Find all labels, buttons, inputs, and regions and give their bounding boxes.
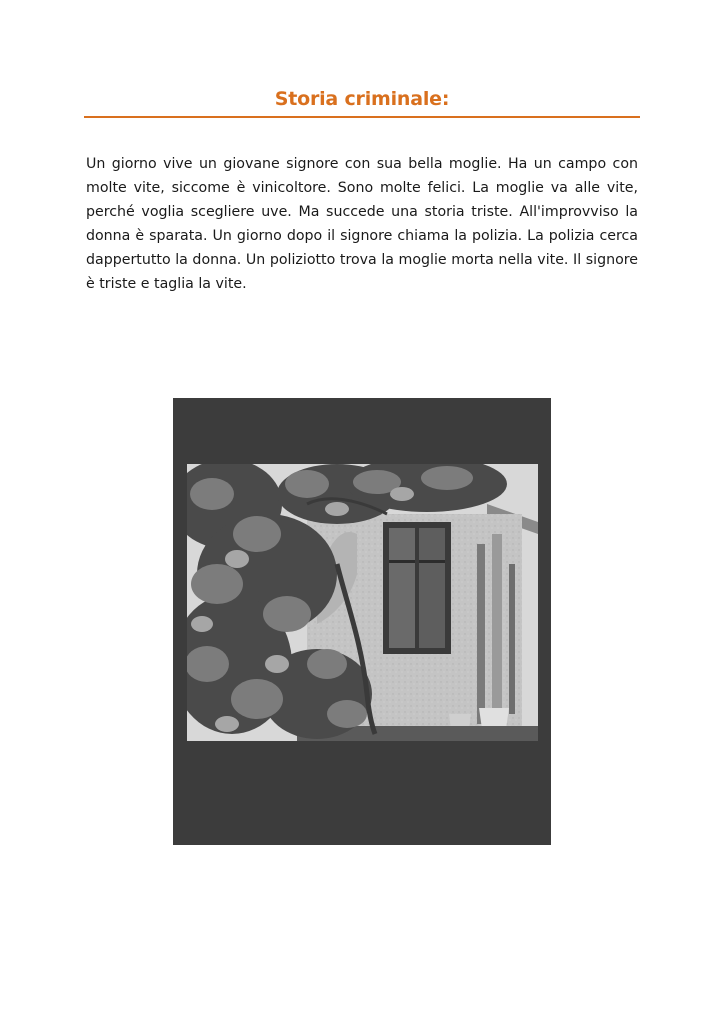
vine-house-photo: [187, 464, 538, 741]
story-paragraph: Un giorno vive un giovane signore con sua bella moglie. Ha un campo con molte vite, siccome è vinicoltore. Sono molte felici. La moglie va alle vite, perché voglia scegliere uve. Ma succede una storia triste. All'improvviso la donna è sparata. Un giorno dopo il signore chiama la polizia. La polizia cerca dappertutto la donna. Un poliziotto trova la moglie morta nella vite. Il signore è triste e taglia la vite.: [86, 156, 638, 292]
photo-frame: [173, 398, 551, 845]
title-underline: [84, 116, 640, 118]
page-title: Storia criminale:: [274, 88, 450, 110]
